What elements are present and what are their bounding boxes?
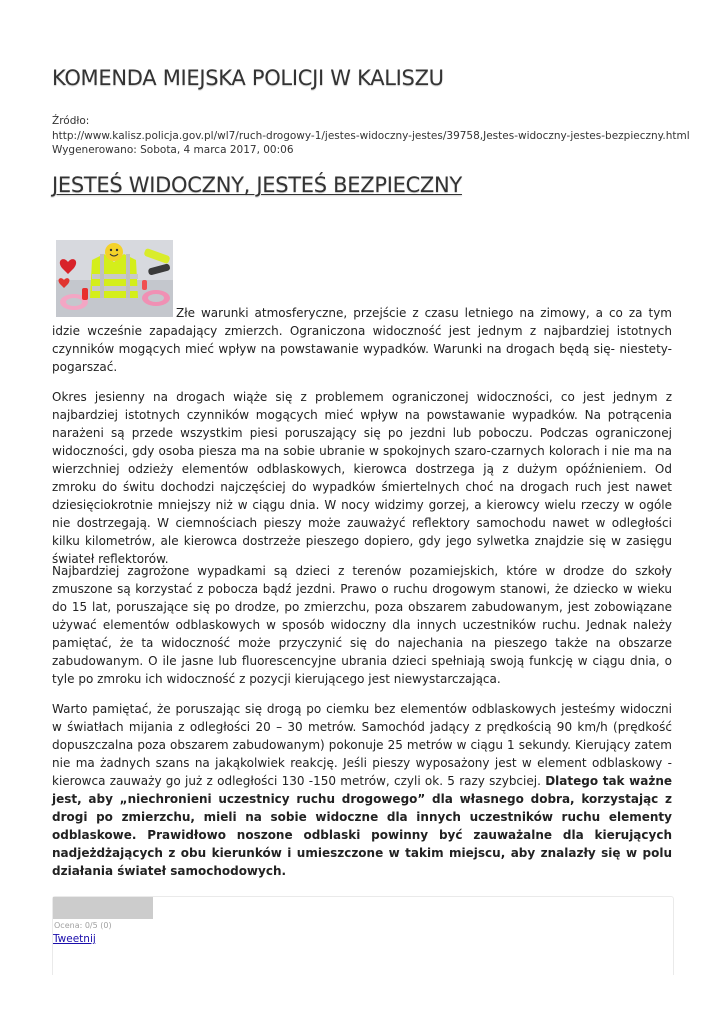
source-url: http://www.kalisz.policja.gov.pl/wl7/ruch-drogowy-1/jestes-widoczny-jestes/39758,Jestes-widoczny-jestes-bezpieczny.html (52, 129, 690, 142)
generated-date: Wygenerowano: Sobota, 4 marca 2017, 00:06 (52, 144, 294, 156)
rating-widget (52, 896, 674, 975)
paragraph-4 (52, 700, 672, 880)
paragraph-2: Okres jesienny na drogach wiąże się z problemem ograniczonej widoczności, co jest jednym z najbardziej istotnych czynników mogących mieć wpływ na powstawanie wypadków. Na potrącenia narażeni są przede wszystkim piesi poruszający się po jezdni lub poboczu. Podczas ograniczonej widoczności, gdy osoba piesza ma na sobie ubranie w spokojnych szaro-czarnych kolorach i nie ma na wierzchniej odzieży elementów odblaskowych, kierowca dostrzega ją z dużym opóźnieniem. Od zmroku do świtu dochodzi najczęściej do wypadków śmiertelnych choć na drogach ruch jest nawet dziesięciokrotnie mniejszy niż w ciągu dnia. W nocy widzimy gorzej, a kierowcy wielu rzeczy w ogóle nie dostrzegają. W ciemnościach pieszy może zauważyć reflektory samochodu nawet w odległości kilku kilometrów, ale kierowca dostrzeże pieszego dopiero, gdy jego sylwetka znajdzie się w zasięgu świateł reflektorów. (52, 390, 672, 566)
paragraph-4-bold-text: Dlatego tak ważne jest, aby „niechronieni uczestnicy ruchu drogowego” dla własnego dobra, korzystając z drogi po zmierzchu, mieli na sobie widoczne dla innych uczestników ruchu elementy odblaskowe. Prawidłowo noszone odblaski powinny być zauważalne dla kierujących nadjeżdżających z obu kierunków i umieszczone w takim miejscu, aby znalazły się w polu działania świateł samochodowych. (52, 774, 672, 878)
site-title: KOMENDA MIEJSKA POLICJI W KALISZU (52, 66, 444, 90)
paragraph-3: Najbardziej zagrożone wypadkami są dzieci z terenów pozamiejskich, które w drodze do szkoły zmuszone są korzystać z pobocza bądź jezdni. Prawo o ruchu drogowym stanowi, że dziecko w wieku do 15 lat, poruszające się po drodze, po zmierzchu, poza obszarem zabudowanym, jest zobowiązane używać elementów odblaskowych w sposób widoczny dla innych uczestników ruchu. Jednak należy pamiętać, że ta widoczność może przyczynić się do najechania na pieszego także na obszarze zabudowanym. O ile jasne lub fluorescencyjne ubrania dzieci spełniają swoją funkcję w ciągu dnia, o tyle po zmroku ich widoczność z pozycji kierującego jest niewystarczająca. (52, 564, 672, 686)
source-meta (52, 114, 692, 158)
rating-text: Ocena: 0/5 (0) (54, 921, 112, 930)
source-label: Źródło: (52, 115, 90, 127)
tweet-link[interactable]: Tweetnij (53, 933, 96, 945)
paragraph-4-text: Warto pamiętać, że poruszając się drogą po ciemku bez elementów odblaskowych jesteśmy widoczni w światłach mijania z odległości 20 – 30 metrów. Samochód jadący z prędkością 90 km/h (prędkość dopuszczalna poza obszarem zabudowanym) pokonuje 25 metrów w ciągu 1 sekundy. Kierujący zatem nie ma żadnych szans na jakąkolwiek reakcję. Jeśli pieszy wyposażony jest w element odblaskowy - kierowca zauważy go już z odległości 130 -150 metrów, czyli ok. 5 razy szybciej. (52, 702, 672, 788)
rating-stars-bar[interactable] (53, 897, 153, 919)
paragraph-1-first-line: Złe warunki atmosferyczne, przejście z czasu letniego na zimowy, a co za tym (176, 306, 672, 320)
article-title: JESTEŚ WIDOCZNY, JESTEŚ BEZPIECZNY (52, 173, 462, 197)
reflective-accessories-photo (56, 240, 173, 317)
paragraph-1: idzie wcześnie zapadający zmierzch. Ograniczona widoczność jest jednym z najbardziej istotnych czynników mogących mieć wpływ na powstawanie wypadków. Warunki na drogach będą się- niestety- pogarszać. (52, 324, 672, 374)
